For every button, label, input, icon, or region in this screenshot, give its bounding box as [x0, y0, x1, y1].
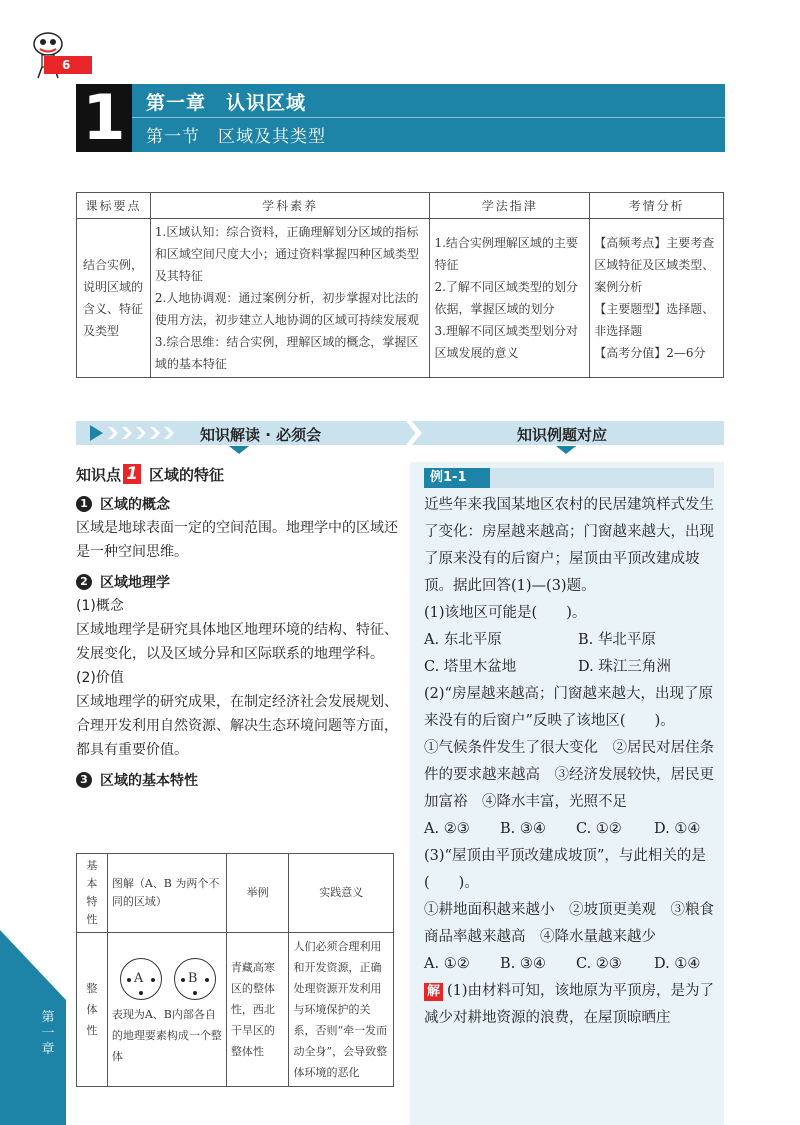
methods-cell [430, 219, 590, 378]
dot-icon [151, 978, 155, 982]
option-a: A. 东北平原 [424, 632, 502, 648]
question-1-options [424, 654, 716, 681]
knowledge-column [76, 462, 398, 792]
region-a-label: A [133, 971, 144, 986]
region-diagram [112, 952, 222, 1004]
table-header: 学科素养 [150, 193, 430, 219]
list-item: 2.人地协调观：通过案例分析，初步掌握对比法的使用方法，初步建立人地协调的区域可持续发展观 [154, 291, 419, 327]
kp-number-badge: 1 [123, 464, 141, 484]
paragraph-label: (1)概念 [76, 598, 124, 614]
subsection-title: 区域的概念 [100, 497, 170, 513]
dot-icon [139, 991, 143, 995]
significance-cell: 人们必须合理利用和开发资源，正确处理资源开发利用与环境保护的关系，否则“牵一发而动全身”，会导致整体环境的恶化 [289, 933, 394, 1087]
option-d: D. ①④ [654, 821, 701, 837]
subsection-title: 区域的基本特性 [100, 773, 198, 789]
question-2-statements: ①气候条件发生了很大变化 ②居民对居住条件的要求越来越高 ③经济发展较快，居民更加富裕 ④降水丰富，光照不足 [424, 740, 714, 810]
list-item: 2.了解不同区域类型的划分依据，掌握区域的划分 [434, 280, 578, 316]
page-number: 6 [44, 56, 92, 74]
table-header: 学法指津 [430, 193, 590, 219]
kp-label: 知识点 [76, 465, 122, 484]
list-item: 1.结合实例理解区域的主要特征 [434, 236, 578, 272]
example-label: 例1-1 [424, 468, 490, 488]
option-a: A. ①② [424, 956, 470, 972]
solution-text: (1)由材料可知，该地原为平顶房，是为了减少对耕地资源的浪费，在屋顶晾晒庄 [424, 983, 715, 1026]
dot-icon [193, 991, 197, 995]
paragraph: 区域地理学的研究成果，在制定经济社会发展规划、合理开发利用自然资源、解决生态环境问题等方面，都具有重要价值。 [76, 694, 398, 758]
example-stem: 近些年来我国某地区农村的民居建筑样式发生了变化：房屋越来越高；门窗越来越大，出现了原来没有的后窗户；屋顶由平顶改建成坡顶。据此回答(1)—(3)题。 [424, 497, 714, 594]
list-item: 3.综合思维：结合实例，理解区域的概念，掌握区域的基本特征 [154, 335, 419, 371]
subsection-heading [76, 570, 398, 594]
option-b: B. ③④ [500, 956, 546, 972]
solution-badge: 解 [424, 983, 443, 1001]
dot-icon [181, 978, 185, 982]
question-2-options [424, 816, 716, 843]
option-b: B. ③④ [500, 821, 546, 837]
circled-number-icon: 2 [76, 574, 92, 590]
curriculum-table [76, 192, 724, 378]
list-item: 1.区域认知：综合资料，正确理解划分区域的指标和区域空间尺度大小；通过资料掌握四种区域类型及其特征 [154, 225, 419, 283]
question-3-statements: ①耕地面积越来越小 ②坡顶更美观 ③粮食商品率越来越高 ④降水量越来越少 [424, 902, 714, 945]
table-header-row [77, 854, 394, 933]
chapter-title: 第一章 认识区域 [146, 92, 307, 114]
question-1: (1)该地区可能是( )。 [424, 605, 587, 621]
literacy-cell [150, 219, 430, 378]
region-a-circle [120, 958, 162, 1000]
paragraph-label: (2)价值 [76, 670, 124, 686]
subsection-heading [76, 768, 398, 792]
option-d: D. ①④ [654, 956, 701, 972]
option-a: A. ②③ [424, 821, 470, 837]
dot-icon [205, 978, 209, 982]
kp-title-text: 区域的特征 [149, 465, 225, 484]
circled-number-icon: 1 [76, 496, 92, 512]
table-row [77, 219, 724, 378]
list-item: 【高考分值】2—6分 [594, 346, 706, 360]
dot-icon [127, 978, 131, 982]
list-item: 【高频考点】主要考查区域特征及区域类型、案例分析 [594, 236, 715, 294]
region-b-circle [174, 958, 216, 1000]
example-banner-label: 知识例题对应 [517, 426, 608, 444]
option-d: D. 珠江三角洲 [578, 659, 671, 675]
table-header: 实践意义 [289, 854, 394, 933]
option-c: C. ①② [576, 821, 622, 837]
table-header: 课标要点 [77, 193, 151, 219]
chapter-number: 1 [76, 84, 132, 152]
example-cell: 青藏高寒区的整体性，西北干旱区的整体性 [226, 933, 289, 1087]
table-header-row [77, 193, 724, 219]
region-b-label: B [187, 971, 198, 986]
diagram-description: 表现为A、B内部各自的地理要素构成一个整体 [111, 1008, 222, 1063]
subsection-heading [76, 492, 398, 516]
exam-cell [590, 219, 724, 378]
question-3: (3)“屋顶由平顶改建成坡顶”，与此相关的是( )。 [424, 848, 706, 891]
triangle-down-icon [229, 446, 249, 454]
list-item: 【主要题型】选择题、非选择题 [594, 302, 715, 338]
table-header: 考情分析 [590, 193, 724, 219]
question-2: (2)“房屋越来越高；门窗越来越大，出现了原来没有的后窗户”反映了该地区( )。 [424, 686, 713, 729]
paragraph: 区域地理学是研究具体地区地理环境的结构、特征、发展变化，以及区域分异和区际联系的地理学科。 [76, 622, 398, 662]
triangle-down-icon [556, 446, 576, 454]
subsection-title: 区域地理学 [100, 575, 170, 591]
table-header: 举例 [226, 854, 289, 933]
option-c: C. 塔里木盆地 [424, 659, 517, 675]
paragraph: 区域是地球表面一定的空间范围。地理学中的区域还是一种空间思维。 [76, 520, 398, 560]
knowledge-banner-label: 知识解读 · 必须会 [200, 426, 322, 444]
section-title: 第一节 区域及其类型 [146, 127, 326, 147]
standard-cell: 结合实例，说明区域的含义、特征及类型 [77, 219, 151, 378]
question-3-options [424, 951, 716, 978]
table-header: 图解（A、B 为两个不同的区域） [107, 854, 226, 933]
play-arrow-icon [90, 425, 103, 441]
solution [424, 978, 716, 1032]
option-b: B. 华北平原 [578, 632, 656, 648]
circled-number-icon: 3 [76, 772, 92, 788]
property-table [76, 853, 394, 1087]
table-header: 基本特性 [77, 854, 108, 933]
question-1-options [424, 627, 716, 654]
property-cell: 整体性 [77, 933, 108, 1087]
knowledge-point-title [76, 462, 398, 486]
diagram-cell [107, 933, 226, 1087]
example-column [424, 492, 716, 1032]
list-item: 3.理解不同区域类型划分对区域发展的意义 [434, 324, 578, 360]
side-tab-label: 第一章 [41, 1010, 55, 1057]
option-c: C. ②③ [576, 956, 622, 972]
banner-divider-line [132, 117, 725, 118]
table-row [77, 933, 394, 1087]
